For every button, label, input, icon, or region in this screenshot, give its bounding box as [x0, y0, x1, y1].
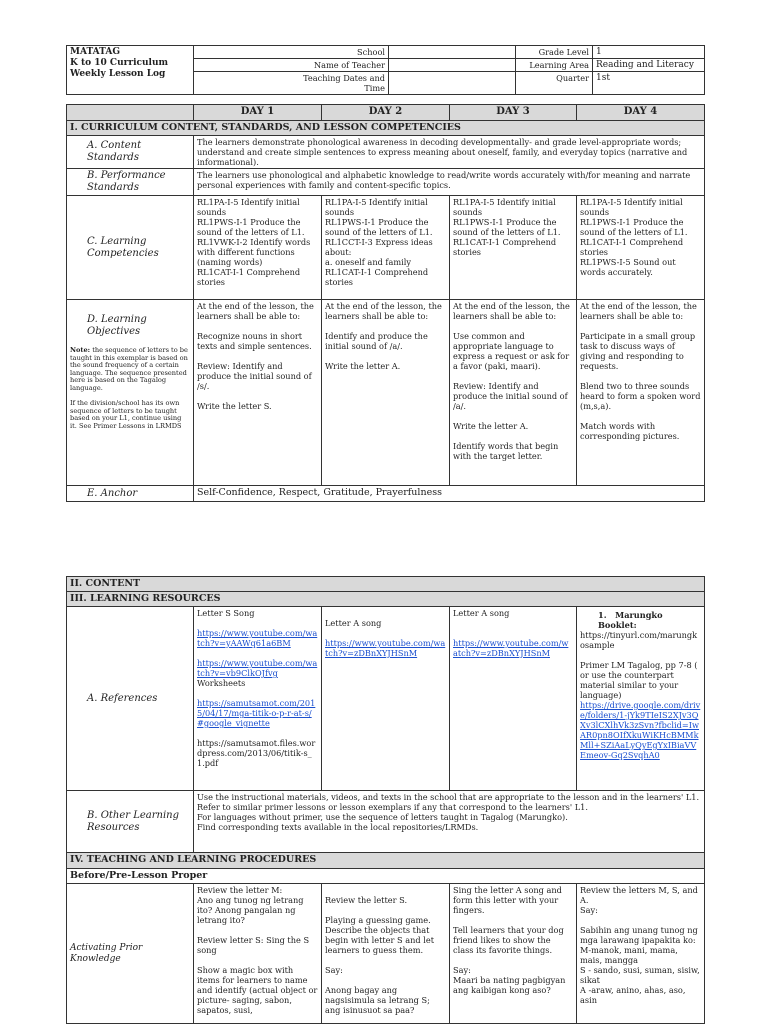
objectives-note-1 — [70, 347, 190, 392]
day-header-blank — [67, 105, 194, 121]
teaching-dates-value — [389, 72, 516, 95]
objectives-day-4: At the end of the lesson, the learners shall be able to: Participate in a small group task to discuss ways of giving and responding to requests. Blend two to three sounds heard to form a spoken word (m,s,a). Match words with corresponding pictures. — [577, 300, 705, 486]
content-standards-text: The learners demonstrate phonological awareness in decoding developmentally- and grade level-appropriate words; understand and create simple sentences to express meaning about oneself, family, and everyday topics (narrative and informational). — [194, 136, 705, 169]
ref-day4-item-label: Marungko Booklet: — [598, 610, 663, 630]
learning-objectives-label-cell — [67, 300, 194, 486]
day-4-header: DAY 4 — [577, 105, 705, 121]
ref-day1-title: Letter S Song — [197, 608, 255, 618]
teacher-value — [389, 59, 516, 72]
lesson-log-title: MATATAG K to 10 Curriculum Weekly Lesson Log — [67, 46, 194, 95]
resources-table — [66, 576, 705, 1024]
competencies-day-3: RL1PA-I-5 Identify initial sounds RL1PWS-I-1 Produce the sound of the letters of L1. RL1CAT-I-1 Comprehend stories — [450, 196, 577, 300]
references-label: A. References — [67, 607, 194, 791]
content-title: II. CONTENT — [67, 577, 705, 592]
objectives-day-3: At the end of the lesson, the learners shall be able to: Use common and appropriate language to express a request or ask for a favor (paki, maari). Review: Identify and produce the initial sound of /a/. Write the letter A. Identify words that begin with the target letter. — [450, 300, 577, 486]
objectives-note-2: If the division/school has its own sequence of letters to be taught based on your L1, continue using it. See Primer Lessons in LRMDS — [70, 399, 182, 430]
ref-day4-drive-link[interactable]: https://drive.google.com/drive/folders/1-jYk9TIeIS2XJv3QXv3lCXlhVk3zSvn?fbclid=IwAR0pn8OIfXkuWiKHcBMMkMll+SZiAaLyQyEgYxIBiaVVEmeov-Gq2SvqhA0 — [580, 700, 701, 760]
learning-area-label: Learning Area — [516, 59, 593, 72]
performance-standards-label-text: B. Performance Standards — [87, 170, 166, 193]
activating-day-1: Review the letter M: Ano ang tunog ng letrang ito? Anong pangalan ng letrang ito? Review letter S: Sing the S song Show a magic box with items for learners to name and identify (actual object or picture- saging, sabon, sapatos, susi, — [194, 884, 322, 1024]
day-1-header: DAY 1 — [194, 105, 322, 121]
competencies-day-4: RL1PA-I-5 Identify initial sounds RL1PWS-I-1 Produce the sound of the letters of L1. RL1CAT-I-1 Comprehend stories RL1PWS-I-5 Sound out words accurately. — [577, 196, 705, 300]
objectives-note-bold: Note: — [70, 346, 91, 354]
other-resources-text: Use the instructional materials, videos, and texts in the school that are appropriate to the lesson and in the learners' L1. Refer to similar primer lessons or lesson exemplars if any that correspond to the learners' L1. For languages without primer, use the sequence of letters taught in Tagalog (Marungko). Find corresponding texts available in the local repositories/LRMDs. — [194, 791, 705, 853]
competencies-day-2: RL1PA-I-5 Identify initial sounds RL1PWS-I-1 Produce the sound of the letters of L1. RL1CCT-I-3 Express ideas about: a. oneself and family RL1CAT-I-1 Comprehend stories — [322, 196, 450, 300]
other-resources-label: B. Other Learning Resources — [67, 791, 194, 853]
performance-standards-label — [67, 169, 194, 196]
learning-competencies-label-text: C. Learning Competencies — [87, 235, 159, 259]
content-standards-label-text: A. Content Standards — [87, 140, 142, 163]
ref-day4-tinyurl: https://tinyurl.com/marungkosample — [580, 630, 698, 650]
ref-day2-link[interactable]: https://www.youtube.com/watch?v=zDBnXYJHSnM — [325, 638, 446, 658]
ref-day2-title: Letter A song — [325, 618, 382, 628]
competencies-day-1: RL1PA-I-5 Identify initial sounds RL1PWS-I-1 Produce the sound of the letters of L1. RL1VWK-I-2 Identify words with different functions (naming words) RL1CAT-I-1 Comprehend stories — [194, 196, 322, 300]
content-standards-label — [67, 136, 194, 169]
before-lesson-title: Before/Pre-Lesson Proper — [67, 869, 705, 884]
activating-day-4: Review the letters M, S, and A. Say: Sabihin ang unang tunog ng mga larawang ipapakita ko: M-manok, mani, mama, mais, mangga S - sando, susi, suman, sisiw, sikat A -araw, anino, ahas, aso, asin — [577, 884, 705, 1024]
activating-day-2: Review the letter S. Playing a guessing game. Describe the objects that begin with letter S and let learners to guess them. Say: Anong bagay ang nagsisimula sa letrang S; ang isinusuot sa paa? — [322, 884, 450, 1024]
grade-level-value: 1 — [593, 46, 705, 59]
objectives-note-text: the sequence of letters to be taught in this exemplar is based on the sound frequency of a certain language. The sequence presented here is based on the Tagalog language. — [70, 346, 188, 392]
activating-day-3: Sing the letter A song and form this letter with your fingers. Tell learners that your dog friend likes to show the class its favorite things. Say: Maari ba nating pagbigyan ang kaibigan kong aso? — [450, 884, 577, 1024]
anchor-label: E. Anchor — [67, 486, 194, 502]
ref-day4-item-number: 1. — [598, 610, 607, 620]
references-day-4 — [577, 607, 705, 791]
grade-level-label: Grade Level — [516, 46, 593, 59]
school-label: School — [194, 46, 389, 59]
ref-day4-item — [580, 610, 701, 630]
learning-objectives-label: D. Learning Objectives — [87, 314, 147, 337]
school-value — [389, 46, 516, 59]
references-day-1 — [194, 607, 322, 791]
learning-area-value: Reading and Literacy — [593, 59, 705, 72]
section-curriculum-title: I. CURRICULUM CONTENT, STANDARDS, AND LESSON COMPETENCIES — [67, 121, 705, 136]
learning-resources-title: III. LEARNING RESOURCES — [67, 592, 705, 607]
references-day-2 — [322, 607, 450, 791]
objectives-day-2: At the end of the lesson, the learners shall be able to: Identify and produce the initial sound of /a/. Write the letter A. — [322, 300, 450, 486]
day-3-header: DAY 3 — [450, 105, 577, 121]
procedures-title: IV. TEACHING AND LEARNING PROCEDURES — [67, 853, 705, 869]
activating-knowledge-label: Activating Prior Knowledge — [67, 884, 194, 1024]
ref-day1-link-2[interactable]: https://www.youtube.com/watch?v=vb9ClkOJfvg — [197, 658, 318, 678]
teacher-label: Name of Teacher — [194, 59, 389, 72]
learning-competencies-label — [67, 196, 194, 300]
ref-day4-primer: Primer LM Tagalog, pp 7-8 ( or use the counterpart material similar to your language) — [580, 660, 698, 700]
objectives-day-1: At the end of the lesson, the learners shall be able to: Recognize nouns in short texts and simple sentences. Review: Identify and produce the initial sound of /s/. Write the letter S. — [194, 300, 322, 486]
ref-day1-link-1[interactable]: https://www.youtube.com/watch?v=yAAWq61a6BM — [197, 628, 318, 648]
performance-standards-text: The learners use phonological and alphabetic knowledge to read/write words accurately with/for meaning and narrate personal experiences with family and content-specific topics. — [194, 169, 705, 196]
quarter-value: 1st — [593, 72, 705, 95]
quarter-label: Quarter — [516, 72, 593, 95]
ref-day1-link-3[interactable]: https://samutsamot.com/2015/04/17/mga-titik-o-p-r-at-s/#google_vignette — [197, 698, 316, 728]
header-table — [66, 45, 705, 95]
ref-day3-link[interactable]: https://www.youtube.com/watch?v=zDBnXYJHSnM — [453, 638, 569, 658]
ref-day1-worksheets: Worksheets — [197, 678, 246, 688]
day-2-header: DAY 2 — [322, 105, 450, 121]
anchor-text: Self-Confidence, Respect, Gratitude, Prayerfulness — [194, 486, 705, 502]
teaching-dates-label: Teaching Dates and Time — [194, 72, 389, 95]
ref-day1-pdf: https://samutsamot.files.wordpress.com/2013/06/titik-s_1.pdf — [197, 738, 316, 768]
curriculum-table — [66, 104, 705, 502]
references-day-3 — [450, 607, 577, 791]
ref-day3-title: Letter A song — [453, 608, 510, 618]
